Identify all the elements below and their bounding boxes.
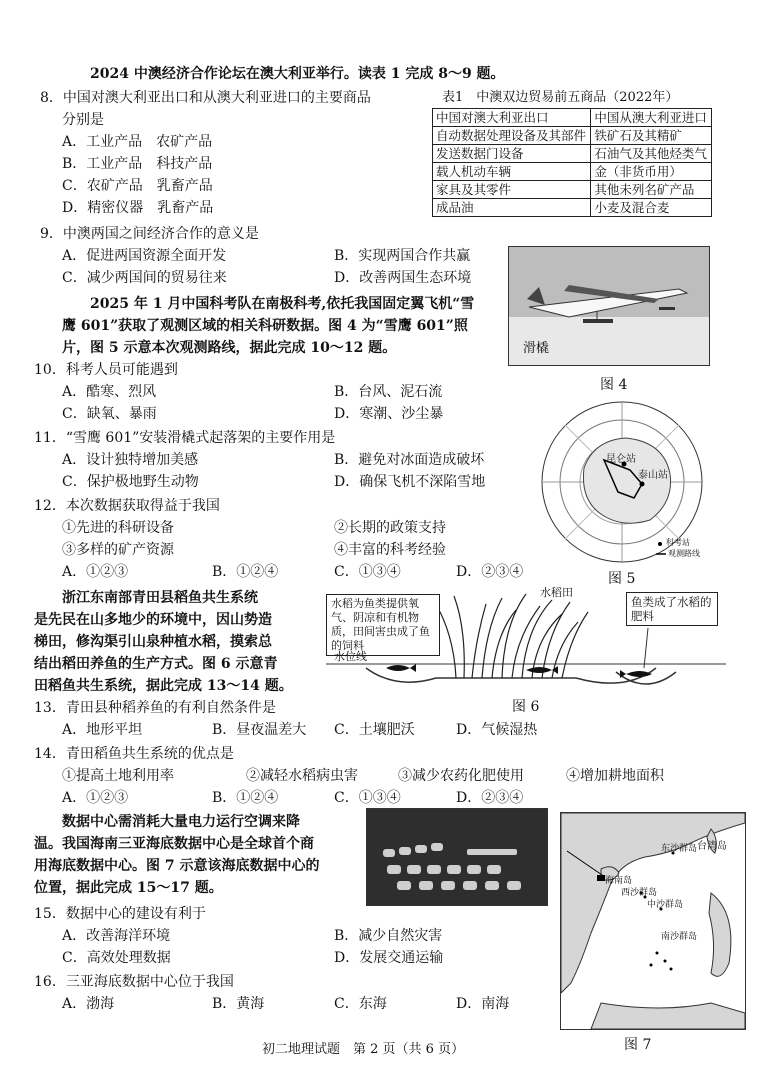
q14-option-d[interactable]: D．②③④ <box>456 790 524 806</box>
intro-15-17-l4: 位置，据此完成 15～17 题。 <box>34 880 223 896</box>
figure6-caption: 图 6 <box>512 699 540 715</box>
figure6-diagram <box>326 588 726 696</box>
q12-choice-1: ①先进的科研设备 <box>62 520 174 536</box>
q14-choice-3: ③减少农药化肥使用 <box>398 768 524 784</box>
q14-stem: 14．青田稻鱼共生系统的优点是 <box>34 746 234 762</box>
table-cell: 其他未列名矿产品 <box>591 181 712 199</box>
q12-choice-2: ②长期的政策支持 <box>334 520 446 536</box>
q8-option-c[interactable]: C．农矿产品 乳畜产品 <box>62 178 213 194</box>
label-water-level: 水位线 <box>334 650 367 663</box>
q16-option-a[interactable]: A．渤海 <box>62 996 115 1012</box>
q14-choice-4: ④增加耕地面积 <box>566 768 664 784</box>
figure7-caption: 图 7 <box>624 1037 652 1053</box>
page-footer: 初二地理试题 第 2 页（共 6 页） <box>262 1042 465 1057</box>
q15-option-c[interactable]: C．高效处理数据 <box>62 950 171 966</box>
label-hainan: 海南岛 <box>605 876 633 886</box>
figure5-caption: 图 5 <box>608 571 636 587</box>
table-cell: 家具及其零件 <box>433 181 591 199</box>
station-kunlun: 昆仑站 <box>606 454 636 465</box>
q12-option-c[interactable]: C．①③④ <box>334 564 401 580</box>
q11-option-c[interactable]: C．保护极地野生动物 <box>62 474 199 490</box>
q14-choice-1: ①提高土地利用率 <box>62 768 174 784</box>
q11-option-d[interactable]: D．确保飞机不深陷雪地 <box>334 474 486 490</box>
table-header: 中国从澳大利亚进口 <box>591 109 712 127</box>
q10-option-a[interactable]: A．酷寒、烈风 <box>62 384 157 400</box>
q13-stem: 13．青田县种稻养鱼的有利自然条件是 <box>34 700 276 716</box>
label-rice-field: 水稻田 <box>540 586 573 599</box>
label-nansha: 南沙群岛 <box>661 932 698 942</box>
q14-option-b[interactable]: B．①②④ <box>212 790 279 806</box>
q12-option-b[interactable]: B．①②④ <box>212 564 279 580</box>
datacenter-photo <box>366 808 548 906</box>
q15-option-a[interactable]: A．改善海洋环境 <box>62 928 171 944</box>
label-dongsha: 东沙群岛 <box>661 844 698 854</box>
intro-13-14-l4: 结出稻田养鱼的生产方式。图 6 示意青 <box>34 656 278 672</box>
skid-label: 滑橇 <box>523 341 550 356</box>
table-header: 中国对澳大利亚出口 <box>433 109 591 127</box>
table-cell: 石油气及其他烃类气 <box>591 145 712 163</box>
q14-option-c[interactable]: C．①③④ <box>334 790 401 806</box>
table-cell: 发送数据门设备 <box>433 145 591 163</box>
q9-option-b[interactable]: B．实现两国合作共赢 <box>334 248 471 264</box>
q10-option-b[interactable]: B．台风、泥石流 <box>334 384 443 400</box>
q15-stem: 15．数据中心的建设有利于 <box>34 906 206 922</box>
intro-13-14-l1: 浙江东南部青田县稻鱼共生系统 <box>62 590 258 606</box>
intro-10-12-l2: 鹰 601”获取了观测区域的相关科研数据。图 4 为“雪鹰 601”照 <box>62 318 468 334</box>
intro-15-17-l2: 温。我国海南三亚海底数据中心是全球首个商 <box>34 836 314 852</box>
table1-title: 表1 中澳双边贸易前五商品（2022年） <box>442 90 679 105</box>
q8-stem: 8．中国对澳大利亚出口和从澳大利亚进口的主要商品 <box>40 90 371 106</box>
intro-10-12-l1: 2025 年 1 月中国科考队在南极科考,依托我国固定翼飞机“雪 <box>90 296 475 312</box>
table-cell: 载人机动车辆 <box>433 163 591 181</box>
callout-rice-benefit: 水稻为鱼类提供氧气、阴凉和有机物质，田间害虫成了鱼的饲料 <box>326 594 440 656</box>
q15-option-b[interactable]: B．减少自然灾害 <box>334 928 443 944</box>
q12-choice-4: ④丰富的科考经验 <box>334 542 446 558</box>
table-cell: 铁矿石及其精矿 <box>591 127 712 145</box>
q8-option-b[interactable]: B．工业产品 科技产品 <box>62 156 213 172</box>
intro-8-9: 2024 中澳经济合作论坛在澳大利亚举行。读表 1 完成 8～9 题。 <box>90 66 505 82</box>
q9-stem: 9．中澳两国之间经济合作的意义是 <box>40 226 259 242</box>
underwater-datacenter-image <box>367 809 547 905</box>
table-cell: 小麦及混合麦 <box>591 199 712 217</box>
intro-15-17-l1: 数据中心需消耗大量电力运行空调来降 <box>62 814 300 830</box>
intro-13-14-l2: 是先民在山多地少的环境中，因山势造 <box>34 612 272 628</box>
q12-stem: 12．本次数据获取得益于我国 <box>34 498 220 514</box>
label-xisha: 西沙群岛 <box>621 888 658 898</box>
legend-route: 观测路线 <box>668 549 700 558</box>
q9-option-c[interactable]: C．减少两国间的贸易往来 <box>62 270 227 286</box>
figure4-caption: 图 4 <box>600 377 628 393</box>
q14-option-a[interactable]: A．①②③ <box>62 790 129 806</box>
legend-station: 科考站 <box>666 538 690 547</box>
q15-option-d[interactable]: D．发展交通运输 <box>334 950 444 966</box>
q10-option-c[interactable]: C．缺氧、暴雨 <box>62 406 157 422</box>
callout-fish-benefit: 鱼类成了水稻的肥料 <box>626 592 718 626</box>
intro-15-17-l3: 用海底数据中心。图 7 示意该海底数据中心的 <box>34 858 320 874</box>
intro-13-14-l3: 梯田，修沟渠引山泉种植水稻，摸索总 <box>34 634 272 650</box>
q11-option-b[interactable]: B．避免对冰面造成破坏 <box>334 452 485 468</box>
q13-option-d[interactable]: D．气候湿热 <box>456 722 538 738</box>
q11-stem: 11．“雪鹰 601”安装滑橇式起落架的主要作用是 <box>34 430 336 446</box>
table-cell: 成品油 <box>433 199 591 217</box>
trade-table <box>432 108 712 217</box>
q14-choice-2: ②减轻水稻病虫害 <box>246 768 358 784</box>
q16-stem: 16．三亚海底数据中心位于我国 <box>34 974 234 990</box>
q10-stem: 10．科考人员可能遇到 <box>34 362 178 378</box>
q12-option-d[interactable]: D．②③④ <box>456 564 524 580</box>
figure5-map <box>534 398 710 566</box>
label-zhongsha: 中沙群岛 <box>647 900 684 910</box>
q16-option-d[interactable]: D．南海 <box>456 996 510 1012</box>
q13-option-b[interactable]: B．昼夜温差大 <box>212 722 307 738</box>
intro-10-12-l3: 片，图 5 示意本次观测路线，据此完成 10～12 题。 <box>62 340 397 356</box>
q8-option-d[interactable]: D．精密仪器 乳畜产品 <box>62 200 214 216</box>
q13-option-a[interactable]: A．地形平坦 <box>62 722 143 738</box>
q16-option-c[interactable]: C．东海 <box>334 996 387 1012</box>
q12-option-a[interactable]: A．①②③ <box>62 564 129 580</box>
q8-stem-2: 分别是 <box>62 112 104 128</box>
q9-option-d[interactable]: D．改善两国生态环境 <box>334 270 472 286</box>
q9-option-a[interactable]: A．促进两国资源全面开发 <box>62 248 227 264</box>
table-cell: 自动数据处理设备及其部件 <box>433 127 591 145</box>
q8-option-a[interactable]: A．工业产品 农矿产品 <box>62 134 213 150</box>
q11-option-a[interactable]: A．设计独特增加美感 <box>62 452 199 468</box>
q16-option-b[interactable]: B．黄海 <box>212 996 265 1012</box>
intro-13-14-l5: 田稻鱼共生系统，据此完成 13～14 题。 <box>34 678 293 694</box>
q13-option-c[interactable]: C．土壤肥沃 <box>334 722 415 738</box>
station-taishan: 泰山站 <box>638 470 668 481</box>
figure4-photo <box>508 246 710 366</box>
q12-choice-3: ③多样的矿产资源 <box>62 542 174 558</box>
figure7-map <box>560 812 746 1030</box>
q10-option-d[interactable]: D．寒潮、沙尘暴 <box>334 406 444 422</box>
table-cell: 金（非货币用） <box>591 163 712 181</box>
label-taiwan: 台湾岛 <box>697 841 727 852</box>
